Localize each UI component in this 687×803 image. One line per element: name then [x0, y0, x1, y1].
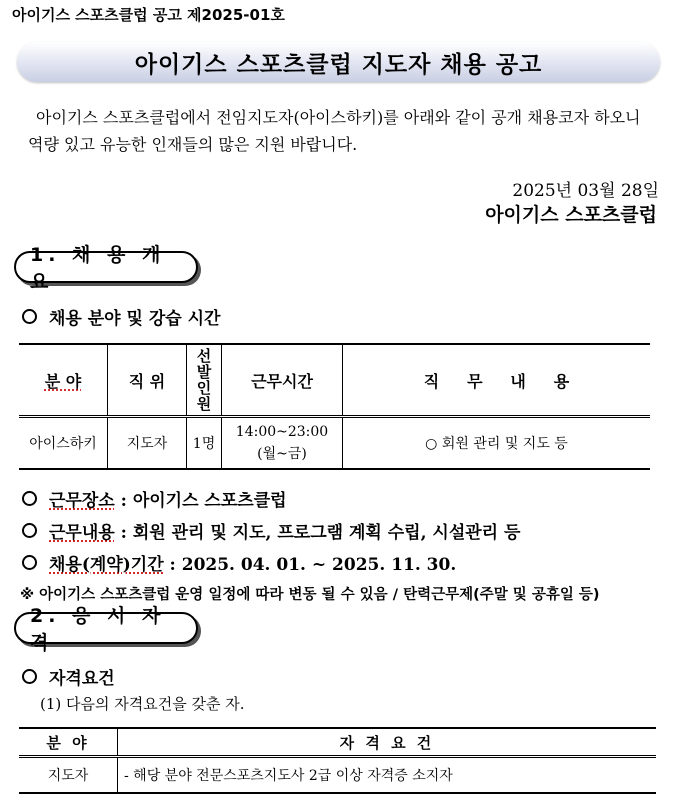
circle-bullet-icon	[22, 309, 37, 324]
table-row	[19, 757, 656, 794]
cell-hours-days: (월~금)	[257, 446, 307, 462]
work-content-value: : 회원 관리 및 지도, 프로그램 계획 수립, 시설관리 등	[114, 523, 521, 543]
header-field: 분 야	[19, 728, 118, 757]
table-row	[19, 417, 650, 470]
circle-bullet-icon	[22, 523, 37, 538]
section2-heading: 2. 응 시 자 격	[14, 612, 198, 644]
table-header-row	[19, 344, 650, 417]
cell-position: 지도자	[108, 417, 187, 470]
circle-bullet-icon	[22, 491, 37, 506]
cell-field: 지도자	[19, 757, 118, 794]
section1-subtitle-text: 채용 분야 및 강습 시간	[49, 309, 221, 329]
section1-heading: 1. 채 용 개 요	[14, 251, 198, 283]
circle-bullet-icon	[22, 555, 37, 570]
work-content-line	[22, 518, 520, 543]
cell-count: 1명	[187, 417, 222, 470]
schedule-note: ※ 아이기스 스포츠클럽 운영 일정에 따라 변동 될 수 있음 / 탄력근무제(주말 및 공휴일 등)	[20, 587, 600, 603]
work-place-label: 근무장소	[49, 491, 115, 511]
work-place-line	[22, 486, 287, 511]
recruitment-table	[19, 343, 650, 470]
contract-period-label: 채용(계약)기간	[49, 555, 164, 575]
header-field: 분 야	[19, 344, 108, 417]
work-content-label: 근무내용	[49, 523, 115, 543]
section2-subtitle-text: 자격요건	[49, 669, 115, 689]
circle-bullet-icon	[22, 669, 37, 684]
header-hours: 근무시간	[222, 344, 343, 417]
header-position: 직 위	[108, 344, 187, 417]
cell-requirement: - 해당 분야 전문스포츠지도사 2급 이상 자격증 소지자	[118, 757, 657, 794]
table-header-row	[19, 728, 656, 757]
organization-name: 아이기스 스포츠클럽	[485, 204, 657, 226]
header-duties: 직 무 내 용	[343, 344, 651, 417]
cell-hours-time: 14:00~23:00	[235, 424, 329, 440]
page-title: 아이기스 스포츠클럽 지도자 채용 공고	[17, 42, 660, 82]
intro-paragraph: 아이기스 스포츠클럽에서 전임지도자(아이스하키)를 아래와 같이 공개 채용코자 하오니 역량 있고 유능한 인재들의 많은 지원 바랍니다.	[28, 108, 641, 154]
qualification-table	[19, 727, 656, 794]
section1-subtitle	[22, 304, 220, 329]
work-place-value: : 아이기스 스포츠클럽	[114, 491, 287, 511]
header-requirement: 자 격 요 건	[118, 728, 657, 757]
requirement-item-1: (1) 다음의 자격요건을 갖춘 자.	[40, 695, 245, 713]
header-count: 선발인원	[187, 344, 222, 417]
cell-duties: ○ 회원 관리 및 지도 등	[343, 417, 651, 470]
contract-period-line	[22, 550, 456, 575]
notice-number: 아이기스 스포츠클럽 공고 제2025-01호	[12, 6, 285, 24]
contract-period-value: : 2025. 04. 01. ~ 2025. 11. 30.	[163, 555, 457, 575]
announcement-date: 2025년 03월 28일	[512, 181, 659, 201]
cell-field: 아이스하키	[19, 417, 108, 470]
cell-hours	[222, 417, 343, 470]
section2-subtitle	[22, 664, 115, 689]
